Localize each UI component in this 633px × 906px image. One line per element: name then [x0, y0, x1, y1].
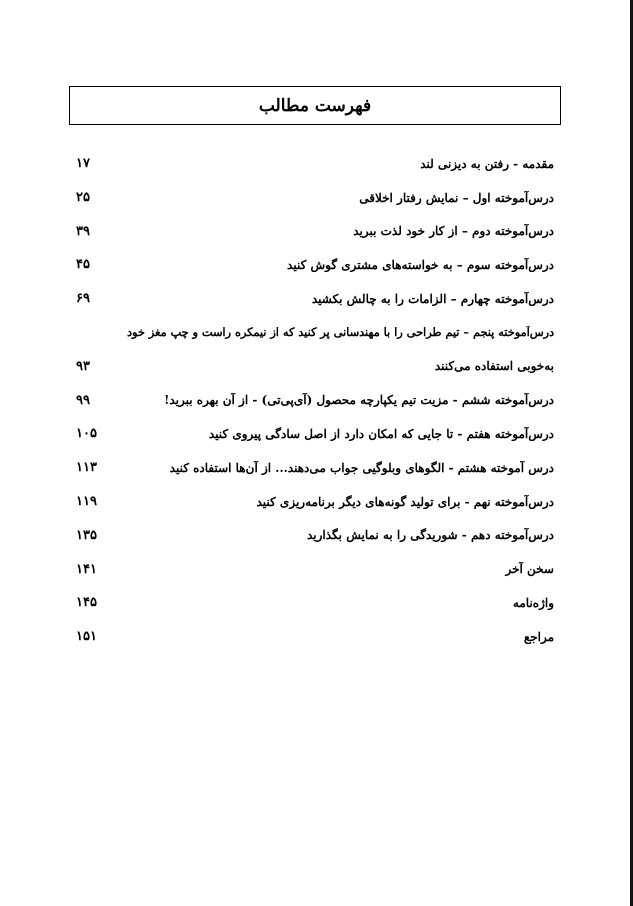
toc-entry[interactable] — [76, 282, 554, 316]
toc-page-number: ۱۳۵ — [76, 527, 97, 543]
toc-entry[interactable] — [76, 215, 554, 249]
toc-entry[interactable] — [76, 417, 554, 451]
toc-page-number: ۴۵ — [76, 257, 90, 273]
toc-entry[interactable] — [76, 181, 554, 215]
toc-entry-title: سخن آخر — [505, 562, 554, 577]
toc-entry[interactable] — [76, 620, 554, 654]
toc-page-number: ۶۹ — [76, 291, 90, 307]
toc-entry-title: مراجع — [523, 629, 554, 644]
toc-page-number: ۲۵ — [76, 189, 90, 205]
toc-entry[interactable] — [76, 316, 554, 350]
toc-entry-title: درس آموخته هشتم - الگوهای وبلوگیی جواب می‌دهند... از آن‌ها استفاده کنید — [169, 460, 554, 475]
toc-entry[interactable] — [76, 147, 554, 181]
toc-entry-title: درس‌آموخته سوم – به خواسته‌های مشتری گوش کنید — [287, 258, 554, 273]
toc-entry-title: به‌خوبی استفاده می‌کنند — [434, 359, 554, 374]
toc-title-box — [69, 86, 561, 125]
toc-entry-title: درس‌آموخته پنجم – تیم طراحی را با مهندسانی پر کنید که از نیمکره راست و چپ مغز خود — [127, 326, 554, 340]
toc-page-number: ۱۴۵ — [76, 595, 97, 611]
toc-entry[interactable] — [76, 451, 554, 485]
toc-page-number: ۳۹ — [76, 223, 90, 239]
toc-page-number: ۹۹ — [76, 392, 90, 408]
toc-entry[interactable] — [76, 586, 554, 620]
toc-entry-title: درس‌آموخته ششم - مزیت تیم یکپارچه محصول (آی‌پی‌تی) - از آن بهره ببرید! — [164, 393, 554, 408]
toc-entry[interactable] — [76, 553, 554, 587]
page-title: فهرست مطالب — [258, 95, 372, 116]
toc-page-number: ۱۱۳ — [76, 460, 97, 476]
toc-entry-title: واژه‌نامه — [512, 596, 554, 611]
toc-entry[interactable] — [76, 485, 554, 519]
toc-entry-title: درس‌آموخته چهارم – الزامات را به چالش بکشید — [311, 291, 554, 306]
toc-entry[interactable] — [76, 350, 554, 384]
toc-page-number: ۱۴۱ — [76, 561, 97, 577]
toc-page-number: ۱۱۹ — [76, 494, 97, 510]
toc-entry-title: درس‌آموخته اول – نمایش رفتار اخلاقی — [359, 190, 554, 205]
table-of-contents — [76, 147, 554, 654]
toc-entry-title: درس‌آموخته دوم – از کار خود لذت ببرید — [353, 224, 554, 239]
toc-page-number: ۱۷ — [76, 156, 90, 172]
toc-page-number: ۱۰۵ — [76, 426, 97, 442]
toc-page-number: ۱۵۱ — [76, 629, 97, 645]
toc-entry-title: درس‌آموخته نهم - برای تولید گونه‌های دیگر برنامه‌ریزی کنید — [256, 494, 554, 509]
toc-entry-title: درس‌آموخته دهم - شوریدگی را به نمایش بگذارید — [306, 528, 554, 543]
toc-entry[interactable] — [76, 248, 554, 282]
toc-entry-title: درس‌آموخته هفتم - تا جایی که امکان دارد از اصل سادگی پیروی کنید — [208, 427, 554, 442]
toc-page-number: ۹۳ — [76, 358, 90, 374]
toc-entry[interactable] — [76, 519, 554, 553]
toc-entry-title: مقدمه - رفتن به دیزنی لند — [420, 156, 554, 171]
toc-entry[interactable] — [76, 384, 554, 418]
